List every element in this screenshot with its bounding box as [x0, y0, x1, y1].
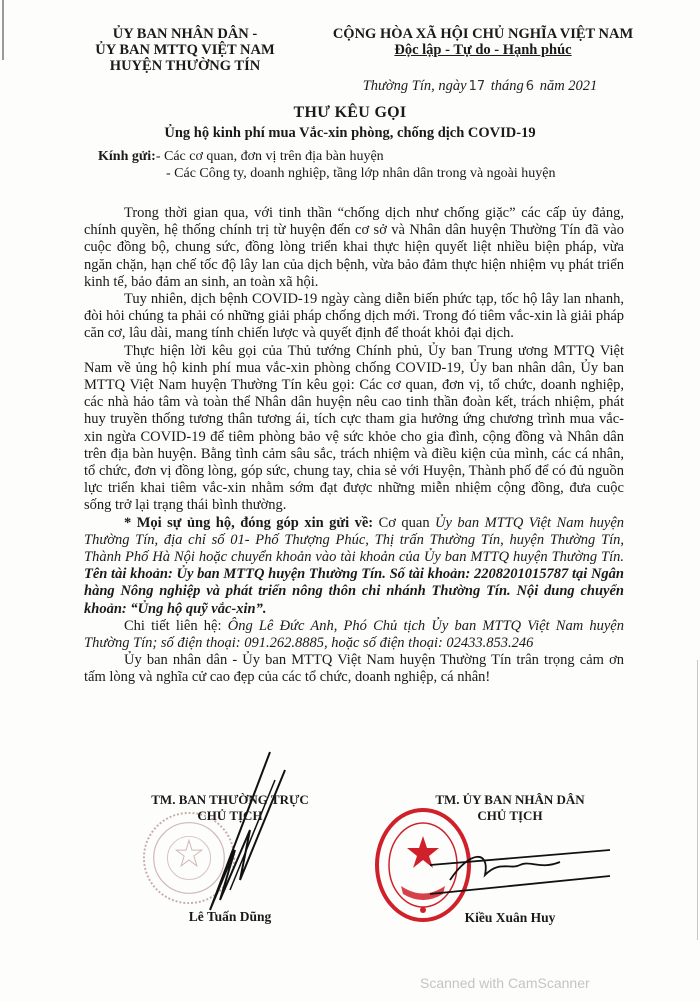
signature-left-role: CHỦ TỊCH [197, 808, 263, 823]
date-place: Thường Tín, ngày [362, 78, 467, 94]
paragraph-3: Thực hiện lời kêu gọi của Thủ tướng Chính phủ, Ủy ban Trung ương MTTQ Việt Nam về ủng hộ kinh phí mua vắc-xin phòng chống COVID-19, Ủy ban nhân dân, Ủy ban MTTQ Việt Nam huyện Thường Tín kêu gọi: Các cơ quan, đơn vị, tổ chức, doanh nghiệp, các nhà hảo tâm và toàn thể Nhân dân huyện nêu cao tinh thần đoàn kết, trách nhiệm, phát huy truyền thống tương thân tương ái, tích cực tham gia hưởng ứng chương trình mua vắc-xin ngừa COVID-19 để tiêm phòng bảo vệ sức khỏe cho gia đình, cộng đồng và Nhân dân trên địa bàn huyện. Bằng tình cảm sâu sắc, trách nhiệm và điều kiện của mình, các cá nhân, tổ chức, đơn vị đồng lòng, góp sức, chung tay, chia sẻ với Huyện, Thành phố để có đủ nguồn lực triển khai tiêm vắc-xin nhằm sớm đạt được những miễn nhiệm cộng đồng, đưa cuộc sống trở lại trạng thái bình thường. [84, 342, 624, 514]
issuer-header [80, 26, 290, 74]
date-month-label: tháng [490, 78, 524, 94]
recipient-item: - Các cơ quan, đơn vị trên địa bàn huyện [155, 149, 384, 164]
signer-name-left: Lê Tuấn Dũng [188, 909, 272, 924]
date-line [330, 78, 630, 95]
paragraph-2: Tuy nhiên, dịch bệnh COVID-19 ngày càng diễn biến phức tạp, tốc hộ lây lan nhanh, đòi hỏi chúng ta phải có những giải pháp chống dịch mới. Trong đó tiêm vắc-xin là giải pháp căn cơ, lâu dài, mang tính chiến lược và quyết định để thoát khỏi đại dịch. [84, 291, 624, 342]
date-month: 6 [525, 79, 535, 94]
contact-details: Ông Lê Đức Anh, Phó Chủ tịch Ủy ban MTTQ Việt Nam huyện Thường Tín; số điện thoại: 091.262.8885, hoặc số điện thoại: 02433.853.246 [84, 617, 624, 652]
letter-body [84, 205, 624, 687]
donation-address: Ủy ban MTTQ Việt Nam huyện Thường Tín, địa chỉ số 01- Phố Thượng Phúc, Thị trấn Thường Tín, huyện Thường Tín, Thành Phố Hà Nội hoặc chuyển khoản vào tài khoản của Ủy ban MTTQ huyện Thường Tín. [84, 514, 625, 566]
signature-right-icon [430, 840, 610, 900]
paragraph-donation-info [84, 515, 624, 618]
document-subtitle: Ủng hộ kinh phí mua Vắc-xin phòng, chống dịch COVID-19 [164, 125, 536, 141]
paragraph-thanks: Ủy ban nhân dân - Ủy ban MTTQ Việt Nam huyện Thường Tín trân trọng cảm ơn tấm lòng và nghĩa cử cao đẹp của các tổ chức, doanh nghiệp, cá nhân! [84, 652, 624, 686]
scan-edge-left [2, 0, 4, 60]
issuer-line-2: ỦY BAN MTTQ VIỆT NAM [95, 42, 275, 58]
national-motto: Độc lập - Tự do - Hạnh phúc [394, 42, 572, 58]
scan-edge-right [697, 660, 698, 940]
paragraph-1: Trong thời gian qua, với tinh thần “chống dịch như chống giặc” các cấp ủy đảng, chính quyền, hệ thống chính trị từ huyện đến cơ sở và Nhân dân huyện Thường Tín đã vào cuộc đồng bộ, chung sức, đồng lòng triển khai thực hiện quyết liệt nhiều biện pháp, vừa ngăn chặn, hạn chế tốc độ lây lan của dịch bệnh, vừa bảo đảm thực hiện nhiệm vụ phát triển kinh tế, bảo đảm an sinh, an toàn xã hội. [84, 205, 624, 290]
issuer-line-1: ỦY BAN NHÂN DÂN - [112, 26, 258, 42]
national-header [318, 26, 648, 58]
signature-left-icon [150, 750, 290, 920]
donation-plain: Cơ quan [373, 514, 436, 531]
donation-bank-account: Tên tài khoản: Ủy ban MTTQ huyện Thường Tín. Số tài khoản: 2208201015787 tại Ngân hàng Nông nghiệp và phát triển nông thôn chi nhánh Thường Tín. Nội dung chuyển khoản: “Ủng hộ quỹ vắc-xin”. [84, 566, 624, 617]
signature-right-title: TM. ỦY BAN NHÂN DÂN [435, 792, 585, 807]
date-year: năm 2021 [539, 78, 598, 94]
signer-name-right: Kiều Xuân Huy [464, 910, 556, 925]
signature-block-right [400, 792, 620, 824]
date-day: 17 [468, 79, 486, 94]
recipients-block [98, 148, 555, 182]
document-title: THƯ KÊU GỌI [293, 104, 407, 121]
contact-label: Chi tiết liên hệ: [124, 617, 228, 634]
signature-right-role: CHỦ TỊCH [477, 808, 543, 823]
signature-block-left [130, 792, 330, 824]
issuer-line-3: HUYỆN THƯỜNG TÍN [109, 58, 261, 74]
paragraph-contact [84, 618, 624, 652]
national-title: CỘNG HÒA XÃ HỘI CHỦ NGHĨA VIỆT NAM [332, 26, 634, 42]
donation-lead: * Mọi sự ủng hộ, đóng góp xin gửi về: [124, 514, 374, 531]
signature-left-title: TM. BAN THƯỜNG TRỰC [151, 792, 309, 807]
recipients-label: Kính gửi: [98, 149, 156, 164]
camscanner-watermark: Scanned with CamScanner [420, 975, 590, 991]
recipient-item: - Các Công ty, doanh nghiệp, tầng lớp nhân dân trong và ngoài huyện [166, 166, 556, 181]
